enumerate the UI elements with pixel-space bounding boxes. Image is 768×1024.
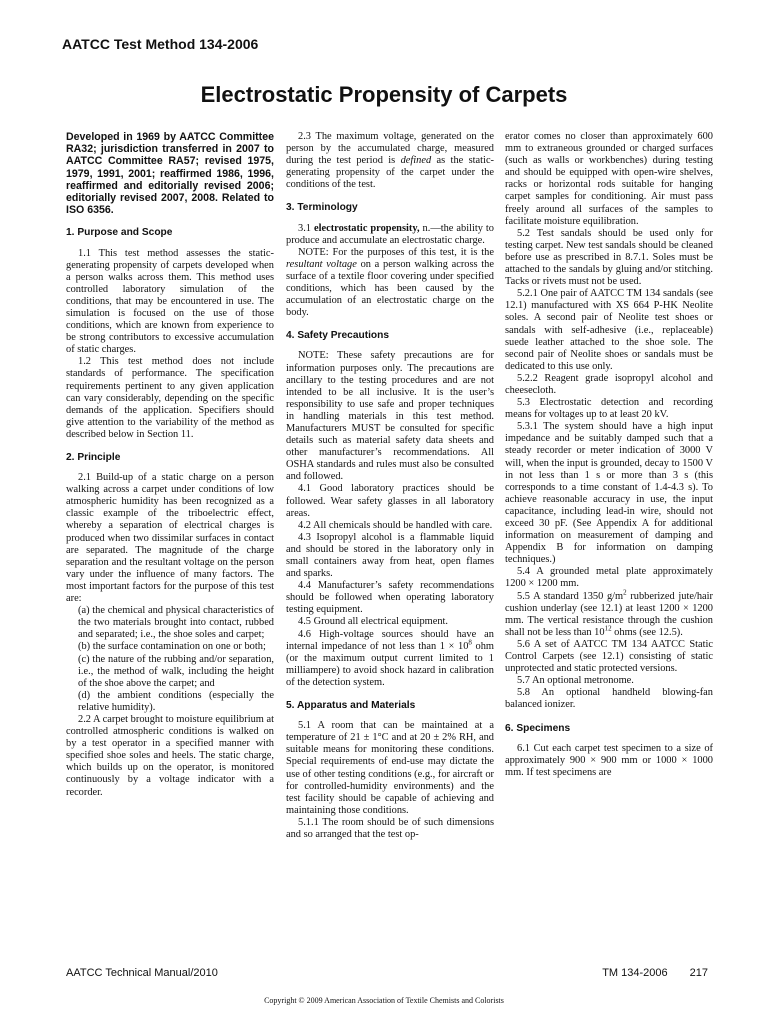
footer-test-method: TM 134-2006 — [602, 967, 668, 979]
paragraph-2-2: 2.2 A carpet brought to moisture equilibrium at controlled atmospheric conditions is walked on by a test operator in a specified manner with specified shoe soles and heels. The static charge, which builds up on the operator, is monitored continuously by a voltage indicator with a recorder. — [66, 713, 274, 798]
paragraph-5-4: 5.4 A grounded metal plate approximately 1200 × 1200 mm. — [505, 566, 713, 590]
list-item-b: (b) the surface contamination on one or both; — [78, 641, 266, 653]
copyright-notice: Copyright © 2009 American Association of Textile Chemists and Colorists — [264, 996, 504, 1005]
section-heading-1: 1. Purpose and Scope — [66, 227, 173, 239]
note-4: NOTE: These safety precautions are for information purposes only. The precautions are ancillary to the testing procedures and are not intended to be all inclusive. It is the user’s responsibility to use safe and proper techniques in handling materials in this test method. Manufacturers MUST be consulted for specific details such as material safety data sheets and other manufacturer’s recommendations. All OSHA standards and rules must also be consulted and followed. — [286, 350, 494, 483]
paragraph-5-1-1: 5.1.1 The room should be of such dimensions and so arranged that the test op- — [286, 816, 494, 840]
paragraph-1-1: 1.1 This test method assesses the static-generating propensity of carpets developed when a person walks across them. This method uses controlled laboratory simulation of the conditions, that may be encountered in use. The simulation is focused on the use of those conditions, which are known from experience to be strong contributors to excessive accumulation of static charges. — [66, 247, 274, 356]
footer-right — [580, 967, 708, 979]
paragraph-5-3: 5.3 Electrostatic detection and recording means for voltages up to at least 20 kV. — [505, 397, 713, 421]
section-heading-3: 3. Terminology — [286, 202, 358, 214]
paragraph-5-6: 5.6 A set of AATCC TM 134 AATCC Static Control Carpets (see 12.1) consisting of static unprotected and static protected versions. — [505, 638, 713, 675]
paragraph-5-1-1-continued: erator comes no closer than approximately 600 mm to extraneous grounded or charged surfaces (such as walls or workbenches) during testing and should be equipped with open-wire shelves, racks or horizontal rods suitable for hanging carpet samples for conditioning. Air must pass freely around all surfaces of the samples to facilitate moisture equilibration. — [505, 131, 713, 227]
paragraph-6-1: 6.1 Cut each carpet test specimen to a size of approximately 900 × 900 mm or 1000 × 1000 mm. If test specimens are — [505, 742, 713, 778]
footer-manual: AATCC Technical Manual/2010 — [66, 967, 218, 979]
paragraph-2-1: 2.1 Build-up of a static charge on a person walking across a carpet under conditions of low atmospheric humidity has been recognized as a classic example of the triboelectric effect, whereby a separation of electrical charges is produced when two dissimilar surfaces in contact are separated. The magnitude of the charge separation and the resultant voltage on the person vary under the influence of many factors. The most important factors for the purpose of this test are: — [66, 472, 274, 605]
paragraph-5-5: 5.5 A standard 1350 $g/m^2$ rubberized jute/hair cushion underlay (see 12.1) at least 1200 × 1200 mm. The vertical resistance through the cushion shall not be less than $10^{12}$ ohms (see 12.5). — [505, 588, 713, 638]
paragraph-1-2: 1.2 This test method does not include standards of performance. The specification requirements pertinent to any given application can vary considerably, depending on the specific demands of the application. Specifiers should give attention to the variability of the method as described below in Section 11. — [66, 356, 274, 440]
paragraph-4-5: 4.5 Ground all electrical equipment. — [298, 616, 449, 628]
paragraph-5-1: 5.1 A room that can be maintained at a temperature of 21 ± 1°C and at 20 ± 2% RH, and suitable means for monitoring these conditions. Special requirements of end-use may dictate the use of other testing conditions (e.g., for aircraft or for controlled-humidity environments) and the test facility should be capable of achieving and maintaining those conditions. — [286, 720, 494, 816]
paragraph-4-3: 4.3 Isopropyl alcohol is a flammable liquid and should be stored in the laboratory only in small containers away from heat, open flames and sparks. — [286, 531, 494, 580]
section-heading-2: 2. Principle — [66, 452, 121, 464]
section-heading-4: 4. Safety Precautions — [286, 330, 390, 342]
column-2 — [286, 131, 494, 841]
paragraph-5-2-2: 5.2.2 Reagent grade isopropyl alcohol and cheesecloth. — [505, 372, 713, 396]
page-title: Electrostatic Propensity of Carpets — [200, 82, 568, 107]
paragraph-5-2-1: 5.2.1 One pair of AATCC TM 134 sandals (see 12.1) manufactured with XS 664 P-HK Neolite soles. A second pair of Neolite test shoes or sandals with self-adhesive (i.e., replaceable) suede leather attached to the shoe sole. The second pair of Neolite shoes or sandals must be dedicated to this use only. — [505, 288, 713, 372]
list-item-d: (d) the ambient conditions (especially the relative humidity). — [78, 689, 274, 713]
column-3 — [505, 131, 713, 779]
list-item-a: (a) the chemical and physical characteristics of the two materials brought into contact, rubbed and separated; i.e., the shoe soles and carpet; — [78, 605, 274, 641]
paragraph-4-6: 4.6 High-voltage sources should have an internal impedance of not less than $1 \times 10^8$ ohm (or the maximum output current limited to 1 milliampere) to avoid shock hazard in calibration of the detection system. — [286, 628, 494, 688]
note-3: NOTE: For the purposes of this test, it is the resultant voltage on a person walking across the surface of a textile floor covering under specified conditions, which has been caused by the accumulation of an electrostatic charge on the body. — [286, 246, 494, 319]
document-header: AATCC Test Method 134-2006 — [62, 36, 259, 52]
paragraph-4-4: 4.4 Manufacturer’s safety recommendations should be followed when operating laboratory testing equipment. — [286, 580, 494, 616]
history-note: Developed in 1969 by AATCC Committee RA32; jurisdiction transferred in 2007 to AATCC Committee RA57; revised 1975, 1979, 1991, 2001; reaffirmed 1986, 1996, reaffirmed and editorially revised 2006; editorially revised 2007, 2008. Related to ISO 6356. — [66, 131, 274, 217]
page-number: 217 — [689, 967, 708, 979]
column-1 — [66, 131, 274, 799]
list-item-c: (c) the nature of the rubbing and/or separation, i.e., the method of walk, including the height of the shoe above the carpet; and — [78, 653, 274, 689]
section-heading-6: 6. Specimens — [505, 722, 571, 734]
paragraph-2-3: 2.3 The maximum voltage, generated on the person by the accumulated charge, measured during the test period is defined as the static-generating propensity of the carpet under the conditions of the test. — [286, 131, 495, 191]
paragraph-5-3-1: 5.3.1 The system should have a high input impedance and be suitably damped such that a steady recorder or meter indication of 3000 V will, when the input is grounded, decay to 1500 V in not less than 1 s or more than 3 s (this corresponds to a time constant of 1.4-4.3 s). To achieve reasonable accuracy in use, the input capacitance, including lead-in wire, should not exceed 30 pF. (See Appendix A for additional information on measurement of damping and Appendix B for information on damping techniques.) — [505, 421, 713, 566]
paragraph-3-1: 3.1 electrostatic propensity, n.—the ability to produce and accumulate an electrostatic charge. — [286, 222, 494, 246]
paragraph-4-1: 4.1 Good laboratory practices should be followed. Wear safety glasses in all laboratory areas. — [286, 483, 494, 519]
section-heading-5: 5. Apparatus and Materials — [286, 700, 416, 712]
paragraph-5-2: 5.2 Test sandals should be used only for testing carpet. New test sandals should be cleaned before use as prescribed in 8.7.1. Soles must be attached to the sandals by gluing and/or stitching. Tacks or rivets must not be used. — [505, 227, 713, 288]
paragraph-5-7: 5.7 An optional metronome. — [517, 675, 634, 687]
paragraph-5-8: 5.8 An optional handheld blowing-fan balanced ionizer. — [505, 687, 713, 711]
paragraph-4-2: 4.2 All chemicals should be handled with care. — [298, 519, 493, 531]
